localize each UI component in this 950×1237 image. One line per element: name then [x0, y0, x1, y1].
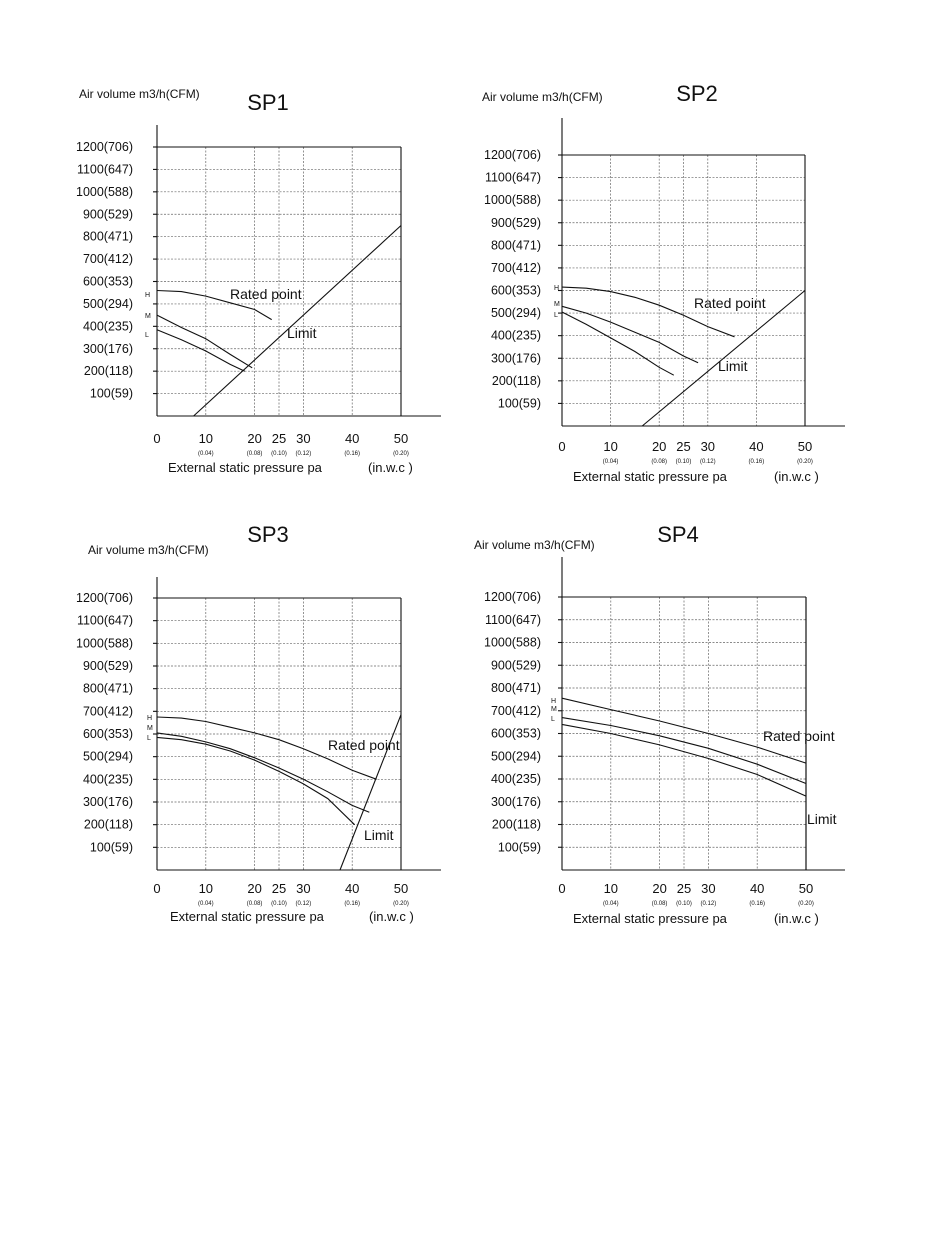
x-tick-label: 30	[296, 431, 311, 446]
x-subtick-label: (0.20)	[393, 901, 409, 907]
y-axis-label: Air volume m3/h(CFM)	[482, 90, 603, 104]
x-tick-label: 10	[198, 431, 214, 446]
y-tick-label: 600(353)	[82, 727, 133, 741]
y-tick-label: 900(529)	[490, 215, 541, 230]
x-tick-label: 40	[344, 431, 360, 446]
y-tick-label: 700(412)	[82, 704, 133, 719]
y-tick-label: 400(235)	[82, 319, 133, 334]
y-tick-label: 900(529)	[82, 659, 133, 673]
x-tick-label: 0	[153, 881, 161, 896]
x-tick-label: 25	[676, 881, 692, 896]
y-tick-label: 800(471)	[82, 681, 133, 696]
y-tick-label: 200(118)	[83, 817, 133, 832]
x-subtick-label: (0.12)	[295, 901, 312, 907]
x-subtick-label: (0.04)	[197, 901, 214, 907]
x-tick-label: 40	[749, 881, 765, 896]
y-tick-label: 1100(647)	[484, 170, 541, 185]
y-tick-label: 300(176)	[82, 341, 133, 356]
speed-label-h: H	[554, 285, 560, 292]
y-tick-label: 1200(706)	[76, 140, 133, 154]
y-tick-label: 1200(706)	[484, 148, 541, 162]
chart-title: SP3	[247, 522, 289, 547]
x-tick-label: 10	[198, 881, 214, 896]
y-tick-label: 200(118)	[83, 364, 133, 379]
y-tick-label: 600(353)	[490, 283, 541, 298]
y-tick-label: 400(235)	[490, 328, 541, 343]
speed-label-h: H	[145, 292, 151, 299]
limit-label: Limit	[287, 325, 317, 341]
x-subtick-label: (0.12)	[700, 901, 717, 907]
x-axis-label: External static pressure pa	[573, 469, 727, 484]
x-tick-label: 50	[797, 439, 813, 454]
y-tick-label: 600(353)	[82, 274, 133, 289]
x-subtick-label: (0.10)	[676, 901, 692, 907]
x-tick-label: 10	[603, 439, 618, 454]
x-subtick-label: (0.16)	[344, 451, 361, 457]
x-subtick-label: (0.20)	[798, 901, 814, 907]
y-tick-label: 800(471)	[82, 229, 133, 244]
x-tick-label: 20	[247, 431, 262, 446]
x-tick-label: 25	[676, 439, 691, 454]
x-tick-label: 0	[558, 439, 566, 454]
x-subtick-label: (0.10)	[271, 451, 287, 457]
y-tick-label: 1200(706)	[76, 591, 133, 605]
x-subtick-label: (0.04)	[197, 451, 214, 457]
limit-label: Limit	[807, 811, 837, 827]
x-subtick-label: (0.16)	[344, 901, 361, 907]
chart-title: SP4	[657, 522, 699, 547]
y-tick-label: 700(412)	[490, 703, 541, 718]
rated-point-label: Rated point	[763, 728, 835, 744]
x-unit-label: (in.w.c )	[774, 469, 819, 484]
x-subtick-label: (0.10)	[271, 901, 287, 907]
y-tick-label: 300(176)	[82, 795, 133, 809]
x-tick-label: 50	[393, 881, 409, 896]
speed-label-m: M	[147, 725, 153, 732]
speed-label-h: H	[147, 715, 153, 722]
speed-label-l: L	[147, 735, 151, 742]
y-tick-label: 900(529)	[82, 207, 133, 222]
x-unit-label: (in.w.c )	[774, 911, 819, 926]
y-tick-label: 1000(588)	[484, 635, 541, 650]
chart-panel-sp1	[76, 87, 441, 475]
x-tick-label: 30	[701, 881, 716, 896]
y-tick-label: 800(471)	[490, 238, 541, 253]
x-tick-label: 25	[271, 881, 287, 896]
y-tick-label: 100(59)	[89, 840, 133, 855]
rated-point-label: Rated point	[230, 286, 302, 302]
y-tick-label: 300(176)	[490, 794, 541, 809]
x-tick-label: 0	[558, 881, 566, 896]
speed-label-h: H	[551, 698, 557, 705]
x-subtick-label: (0.12)	[295, 451, 312, 457]
x-axis-label: External static pressure pa	[168, 460, 322, 475]
rated-point-label: Rated point	[328, 737, 400, 753]
y-tick-label: 1200(706)	[484, 590, 541, 604]
chart-panel-sp4	[474, 522, 845, 926]
chart-title: SP1	[247, 90, 289, 115]
chart-panel-sp3	[76, 522, 441, 924]
y-tick-label: 400(235)	[82, 772, 133, 787]
x-tick-label: 25	[271, 431, 287, 446]
y-tick-label: 100(59)	[497, 396, 541, 411]
x-subtick-label: (0.16)	[749, 901, 766, 907]
speed-curve-l	[562, 312, 674, 375]
x-subtick-label: (0.20)	[393, 451, 409, 457]
x-subtick-label: (0.16)	[748, 459, 765, 465]
y-tick-label: 100(59)	[89, 386, 133, 401]
chart-title: SP2	[676, 81, 718, 106]
speed-label-l: L	[551, 716, 555, 723]
y-tick-label: 300(176)	[490, 351, 541, 366]
speed-curve-m	[562, 306, 698, 363]
y-tick-label: 500(294)	[82, 749, 133, 764]
y-tick-label: 100(59)	[497, 840, 541, 855]
y-tick-label: 500(294)	[490, 749, 541, 764]
y-tick-label: 700(412)	[82, 252, 133, 267]
speed-label-l: L	[145, 332, 149, 339]
speed-label-m: M	[551, 706, 557, 713]
y-tick-label: 1100(647)	[484, 612, 541, 627]
speed-label-l: L	[554, 312, 558, 319]
limit-line	[194, 226, 401, 417]
y-axis-label: Air volume m3/h(CFM)	[88, 543, 209, 557]
x-tick-label: 50	[393, 431, 409, 446]
y-tick-label: 500(294)	[490, 306, 541, 321]
y-tick-label: 1000(588)	[484, 193, 541, 208]
x-tick-label: 10	[603, 881, 619, 896]
y-tick-label: 200(118)	[491, 817, 541, 832]
speed-label-m: M	[554, 301, 560, 308]
y-tick-label: 1100(647)	[76, 613, 133, 628]
x-subtick-label: (0.08)	[651, 459, 668, 465]
x-unit-label: (in.w.c )	[369, 909, 414, 924]
x-subtick-label: (0.08)	[651, 901, 668, 907]
x-tick-label: 20	[651, 439, 667, 454]
speed-curve-l	[157, 737, 355, 824]
y-tick-label: 200(118)	[491, 373, 541, 388]
limit-label: Limit	[364, 827, 394, 843]
x-tick-label: 20	[652, 881, 667, 896]
x-axis-label: External static pressure pa	[573, 911, 727, 926]
y-tick-label: 800(471)	[490, 681, 541, 695]
y-axis-label: Air volume m3/h(CFM)	[474, 538, 595, 552]
x-tick-label: 50	[798, 881, 814, 896]
x-axis-label: External static pressure pa	[170, 909, 324, 924]
limit-label: Limit	[718, 358, 748, 374]
y-tick-label: 1100(647)	[76, 162, 133, 177]
x-subtick-label: (0.08)	[246, 901, 263, 907]
y-tick-label: 500(294)	[82, 296, 133, 311]
chart-panel-sp2	[482, 81, 845, 484]
y-tick-label: 1000(588)	[76, 636, 133, 651]
x-tick-label: 30	[700, 439, 716, 454]
y-tick-label: 700(412)	[490, 260, 541, 275]
speed-label-m: M	[145, 313, 151, 320]
x-tick-label: 40	[749, 439, 764, 454]
y-tick-label: 400(235)	[490, 772, 541, 786]
x-tick-label: 40	[344, 881, 360, 896]
y-tick-label: 600(353)	[490, 726, 541, 741]
x-subtick-label: (0.20)	[797, 459, 813, 465]
y-tick-label: 1000(588)	[76, 184, 133, 199]
x-subtick-label: (0.10)	[675, 459, 692, 465]
x-unit-label: (in.w.c )	[368, 460, 413, 475]
x-subtick-label: (0.04)	[602, 901, 619, 907]
y-axis-label: Air volume m3/h(CFM)	[79, 87, 200, 101]
x-tick-label: 20	[247, 881, 262, 896]
x-subtick-label: (0.08)	[246, 451, 263, 457]
rated-point-label: Rated point	[694, 295, 766, 311]
x-subtick-label: (0.12)	[699, 459, 716, 465]
x-tick-label: 0	[153, 431, 161, 446]
speed-curve-m	[157, 315, 252, 368]
y-tick-label: 900(529)	[490, 658, 541, 673]
x-tick-label: 30	[296, 881, 311, 896]
x-subtick-label: (0.04)	[602, 459, 619, 465]
